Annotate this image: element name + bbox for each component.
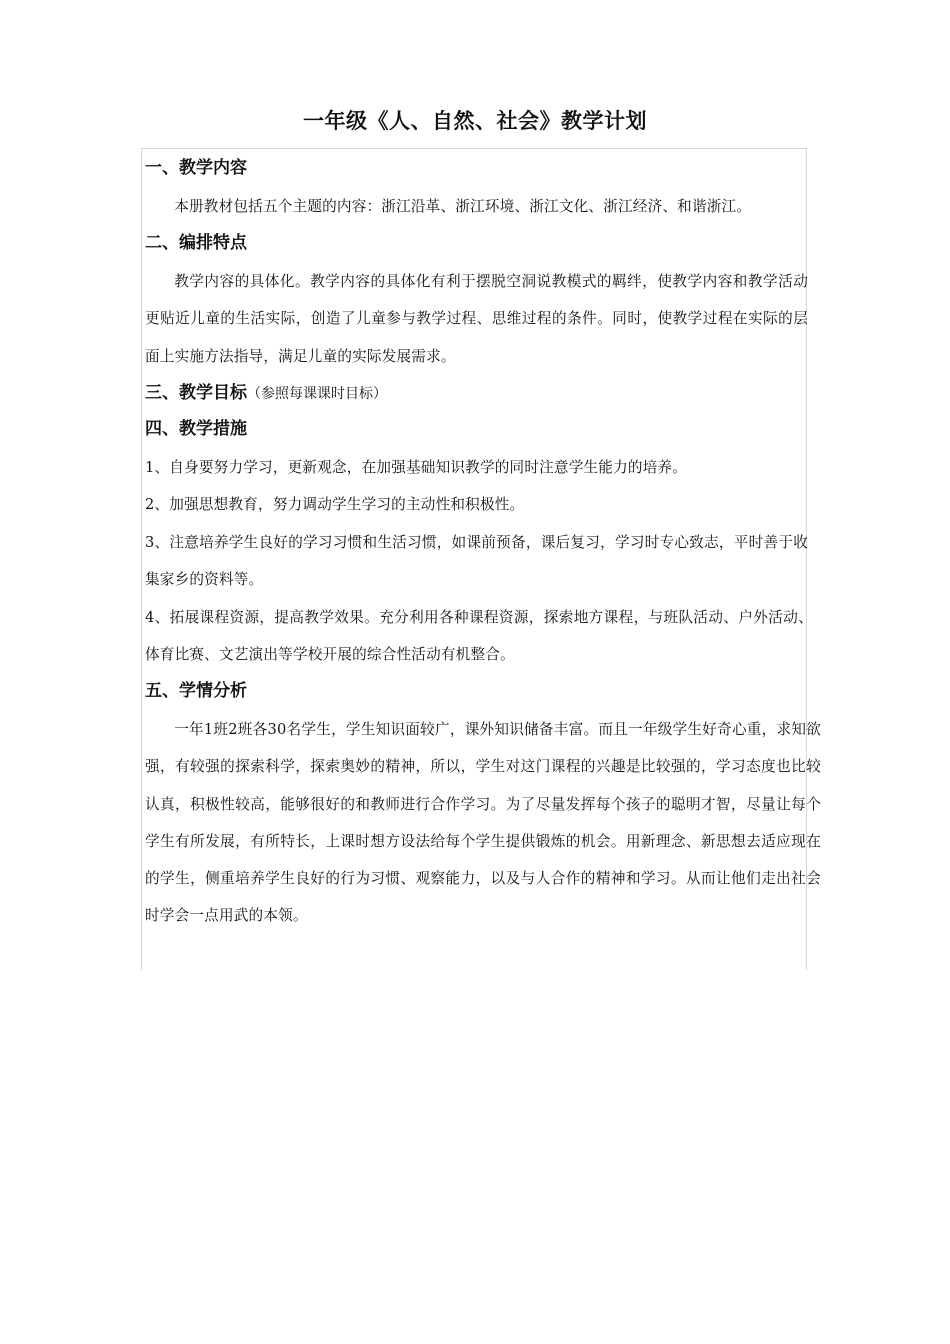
measure-item-2: 2、加强思想教育，努力调动学生学习的主动性和积极性。 [145, 496, 525, 513]
section-heading-teaching-goals-text: 三、教学目标 [145, 383, 247, 403]
section-heading-teaching-goals [145, 378, 387, 409]
section-heading-teaching-goals-note: （参照每课课时目标） [247, 386, 387, 402]
section-heading-student-analysis: 五、学情分析 [145, 681, 247, 701]
section-heading-teaching-content: 一、教学内容 [145, 158, 247, 178]
document-title: 一年级《人、自然、社会》教学计划 [303, 108, 647, 133]
section-heading-teaching-measures: 四、教学措施 [145, 419, 247, 439]
measure-item-3: 3、注意培养学生良好的学习习惯和生活习惯，如课前预备，课后复习，学习时专心致志，平时善于收集家乡的资料等。 [145, 534, 808, 589]
measure-item-4: 4、拓展课程资源，提高教学效果。充分利用各种课程资源，探索地方课程，与班队活动、户外活动、体育比赛、文艺演出等学校开展的综合性活动有机整合。 [145, 609, 813, 664]
section-paragraph-teaching-content: 本册教材包括五个主题的内容：浙江沿革、浙江环境、浙江文化、浙江经济、和谐浙江。 [174, 198, 752, 215]
section-paragraph-student-analysis: 一年1班2班各30名学生，学生知识面较广，课外知识储备丰富。而且一年级学生好奇心重，求知欲强，有较强的探索科学，探索奥妙的精神，所以，学生对这门课程的兴趣是比较强的，学习态度也比较认真，积极性较高，能够很好的和教师进行合作学习。为了尽量发挥每个孩子的聪明才智，尽量让每个学生有所发展，有所特长，上课时想方设法给每个学生提供锻炼的机会。用新理念、新思想去适应现在的学生，侧重培养学生良好的行为习惯、观察能力，以及与人合作的精神和学习。从而让他们走出社会时学会一点用武的本领。 [145, 721, 821, 925]
section-heading-arrangement-features: 二、编排特点 [145, 233, 247, 253]
section-paragraph-arrangement-features: 教学内容的具体化。教学内容的具体化有利于摆脱空洞说教模式的羁绊，使教学内容和教学活动更贴近儿童的生活实际，创造了儿童参与教学过程、思维过程的条件。同时，使教学过程在实际的层面上实施方法指导，满足儿童的实际发展需求。 [145, 273, 808, 365]
measure-item-1: 1、自身要努力学习，更新观念，在加强基础知识教学的同时注意学生能力的培养。 [145, 459, 688, 476]
